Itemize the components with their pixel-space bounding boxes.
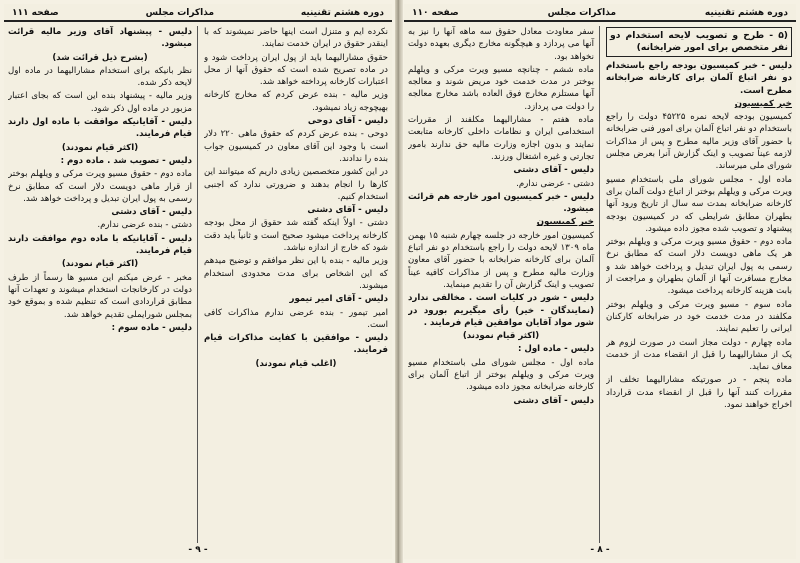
- paragraph: دلیس - شور در کلیات است . مخالفی ندارد (نمایندگان - خیر) رأی میگیریم بورود در شور مواد آقایان موافقین قیام فرمایند .: [408, 293, 594, 328]
- paragraph: دشتی - اولاً اینکه گفته شد حقوق از محل بودجه کارخانه پرداخت میشود صحیح است و ثانیاً باید دقت شود که خارج از اندازه نباشد.: [204, 218, 388, 254]
- right-page: [404, 4, 796, 559]
- paragraph: دوحی - بنده عرض کردم که حقوق ماهی ۲۲۰ دلار است با وجود این آقای معاون در کمیسیون جواب بنده را ندادند.: [204, 129, 388, 164]
- paragraph: دلیس - خبر کمیسیون بودجه راجع باستخدام دو نفر اتباع آلمان برای کارخانه ضرابخانه مطرح است.: [606, 61, 792, 96]
- paragraph: دلیس - آقایانیکه با ماده دوم موافقت دارند قیام فرمایند.: [8, 233, 192, 257]
- paragraph: (اکثر قیام نمودند): [462, 331, 540, 342]
- left-header-title: مذاکرات مجلس: [145, 8, 215, 18]
- paragraph: وزیر مالیه - پیشنهاد بنده این است که بجای اعتبار مزبور در ماده اول ذکر شود.: [8, 91, 192, 114]
- paragraph: کمیسیون امور خارجه در جلسه چهارم شنبه ۱۵ بهمن ماه ۱۳۰۹ لایحه دولت را راجع باستخدام دو نفر اتباع آلمان برای کارخانه ضرابخانه با حضور آقای معاون وزارت مالیه مطرح و پس از مذاکرات کافیه عیناً تصویب و اینک گزارش آن را تقدیم مینماید.: [408, 230, 594, 290]
- paragraph: وزیر مالیه - بنده با این نظر موافقم و توضیح میدهم که این اشخاص برای مدت محدودی استخدام میشوند.: [204, 256, 388, 291]
- paragraph: ماده اول - مجلس شورای ملی باستخدام مسیو ویرت مرکی و ویلهلم بوختر از اتباع دولت آلمان برای کارخانه ضرابخانه بمدت سه سال از تاریخ ورود آنها بطهران مطابق شرایطی که در کمیسیون بودجه پیشنهاد و تصویب شده مجوز داده میشود.: [606, 174, 792, 234]
- left-page: [4, 4, 392, 559]
- paragraph: خبر کمیسیون: [536, 217, 594, 228]
- paragraph: در این کشور متخصصین زیادی داریم که میتوانند این کارها را انجام بدهند و ضرورتی ندارد که اجنبی استخدام کنیم.: [204, 167, 388, 202]
- right-page-footer: - ۸ -: [590, 545, 610, 555]
- paragraph: دلیس - آقای دشتی: [513, 395, 594, 406]
- paragraph: سفر معاودت معادل حقوق سه ماهه آنها را نیز به آنها می پردازد و هیچگونه مخارج دیگری بعهده دولت نخواهد بود.: [408, 27, 594, 62]
- paragraph: ماده چهارم - دولت مجاز است در صورت لزوم هر یک از مشارالیهما را قبل از انقضاء مدت از خدمت معاف نماید.: [606, 337, 792, 373]
- paragraph: امیر تیمور - بنده عرضی ندارم مذاکرات کافی است.: [204, 307, 388, 330]
- right-header-title: مذاکرات مجلس: [547, 8, 617, 18]
- paragraph: دلیس - ماده اول :: [517, 344, 594, 355]
- left-page-column-left: [8, 26, 198, 543]
- paragraph: (اکثر قیام نمودند): [61, 142, 139, 153]
- paragraph: (بشرح ذیل قرائت شد): [52, 52, 148, 63]
- paragraph: دلیس - آقایانیکه موافقت با ماده اول دارند قیام فرمایند.: [8, 117, 192, 140]
- paragraph: دلیس - خبر کمیسیون امور خارجه هم قرائت میشود.: [408, 191, 594, 215]
- paragraph: دلیس - آقای دوحی: [307, 116, 388, 127]
- right-page-header: [404, 6, 796, 22]
- paragraph: دلیس - آقای دشتی: [307, 205, 388, 216]
- paragraph: خبر کمیسیون: [734, 98, 792, 109]
- paragraph: دشتی - بنده عرضی ندارم.: [97, 220, 192, 231]
- left-header-page-number: صفحه ۱۱۱: [12, 8, 59, 18]
- left-page-columns: [8, 26, 388, 543]
- paragraph: ماده دوم - حقوق مسیو ویرت مرکی و ویلهلم بوختر از قرار ماهی دویست دلار است که مطابق نرخ رسمی به پول ایران تبدیل و پرداخت خواهد شد.: [8, 169, 192, 204]
- paragraph: ماده دوم - حقوق مسیو ویرت مرکی و ویلهلم بوختر هر یک ماهی دویست دلار است که مطابق نرخ رسمی به پول ایران تبدیل و پرداخت خواهد شد و مخارج مسافرت آنها از آلمان بطهران و مراجعت از بابت هزینه کارخانه پرداخت میشود.: [606, 237, 792, 297]
- paragraph: دلیس - آقای امیر تیمور: [289, 294, 388, 305]
- paragraph: (اغلب قیام نمودند): [255, 358, 337, 369]
- right-page-column-right: [606, 26, 792, 543]
- section-title-box: (۵ - طرح و تصویب لایحه استخدام دو نفر متخصص برای امور ضرابخانه): [606, 27, 792, 57]
- right-page-column-left: [408, 26, 600, 543]
- paragraph: وزیر مالیه - بنده عرض کردم که مخارج کارخانه بهیچوجه زیاد نمیشود.: [204, 90, 388, 113]
- paragraph: ماده اول - مجلس شورای ملی باستخدام مسیو ویرت مرکی و ویلهلم بوختر از اتباع آلمان برای کارخانه ضرابخانه مجوز داده میشود.: [408, 357, 594, 393]
- right-header-page-number: صفحه ۱۱۰: [412, 8, 459, 18]
- book-gutter: [395, 0, 403, 563]
- paragraph: کمیسیون بودجه لایحه نمره ۴۵۲۲۵ دولت را راجع باستخدام دو نفر اتباع آلمان برای امور فنی ضرابخانه با حضور آقای وزیر مالیه مطرح و پس از مذاکرات لازمه عیناً تصویب و اینک گزارش آنرا بعرض مجلس شورای ملی میرساند.: [606, 112, 792, 172]
- paragraph: ماده هفتم - مشارالیهما مکلفند از مقررات استخدامی ایران و نظامات داخلی کارخانه متابعت نمایند و بدون اجازه وزارت مالیه حق ندارند بامور تجارتی و غیره اشتغال ورزند.: [408, 115, 594, 162]
- paragraph: دشتی - عرضی ندارم.: [516, 178, 594, 189]
- paragraph: ماده ششم - چنانچه مسیو ویرت مرکی و ویلهلم بوختر در مدت خدمت خود مریض شوند و معالجه آنها مستلزم مخارج فوق العاده باشد مخارج معالجه را دولت می پردازد.: [408, 64, 594, 112]
- paragraph: دلیس - ماده سوم :: [111, 322, 192, 333]
- paragraph: ماده سوم - مسیو ویرت مرکی و ویلهلم بوختر مکلفند در مدت خدمت خود در ضرابخانه کارکنان ایرانی را تعلیم نمایند.: [606, 299, 792, 335]
- paragraph: نظر بانیکه برای استخدام مشارالیهما در ماده اول لایحه ذکر شده.: [8, 65, 192, 89]
- right-page-columns: [408, 26, 792, 543]
- left-page-column-right: [204, 26, 388, 543]
- left-page-header: [4, 6, 392, 22]
- right-header-period: دوره هشتم تقنینیه: [704, 8, 788, 18]
- paragraph: دلیس - موافقین با کفایت مذاکرات قیام فرمایند.: [204, 333, 388, 356]
- paragraph: مخبر - عرض میکنم این مسیو ها رسماً از طرف دولت در کارخانجات استخدام میشوند و تعهدات آنها مطابق قراردادی است که تنظیم شده و بموقع خود بمجلس شورایملی تقدیم خواهد شد.: [8, 272, 192, 320]
- paragraph: دلیس - پیشنهاد آقای وزیر مالیه قرائت میشود.: [8, 27, 192, 50]
- left-page-footer: - ۹ -: [188, 545, 208, 555]
- paragraph: ماده پنجم - در صورتیکه مشارالیهما تخلف از مقررات کنند آنها را قبل از انقضاء مدت قرارداد اخراج خواهند نمود.: [606, 375, 792, 411]
- paragraph: نکرده ایم و متنزل است اینها حاضر نمیشوند که با اینقدر حقوق در ایران خدمت نمایند.: [204, 27, 388, 50]
- paragraph: دلیس - آقای دشتی: [513, 165, 594, 176]
- paragraph: (اکثر قیام نمودند): [61, 259, 139, 270]
- paragraph: حقوق مشارالیهما باید از پول ایران پرداخت شود و در ماده تصریح شده است که حقوق آنها از محل اعتبارات کارخانه پرداخته خواهد شد.: [204, 52, 388, 88]
- paragraph: دلیس - تصویب شد . ماده دوم :: [60, 155, 192, 166]
- paragraph: دلیس - آقای دشتی: [111, 207, 192, 218]
- left-header-period: دوره هشتم تقنینیه: [300, 8, 384, 18]
